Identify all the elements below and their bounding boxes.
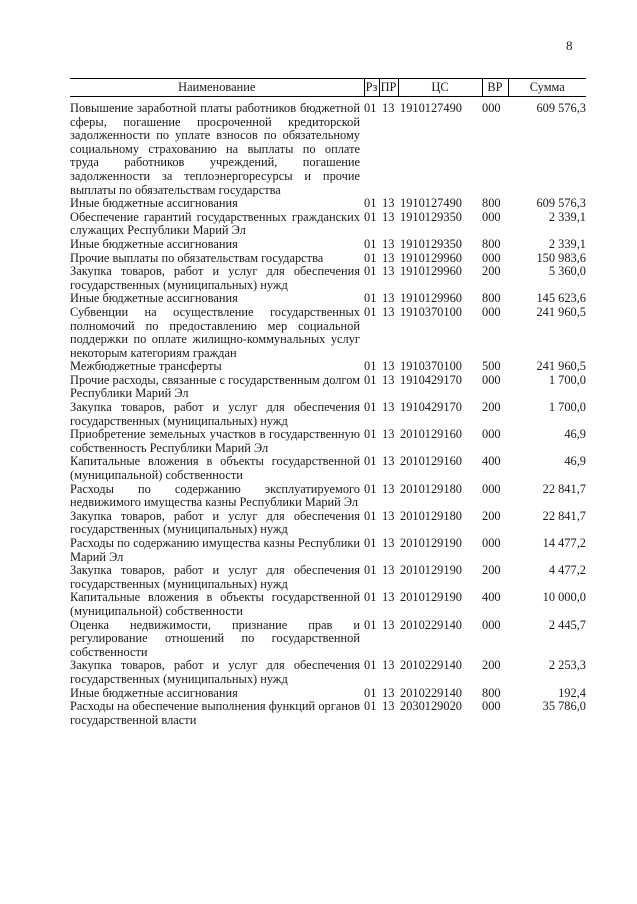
cell-rz: 01 bbox=[364, 264, 377, 279]
cell-pr: 13 bbox=[382, 454, 395, 469]
cell-sum: 35 786,0 bbox=[542, 699, 586, 714]
cell-sum: 22 841,7 bbox=[542, 508, 586, 523]
cell-sum: 2 339,1 bbox=[548, 209, 586, 224]
cell-rz: 01 bbox=[364, 196, 377, 211]
cell-rz: 01 bbox=[364, 372, 377, 387]
cell-pr: 13 bbox=[382, 617, 395, 632]
cell-pr: 13 bbox=[382, 536, 395, 550]
table-row bbox=[70, 374, 586, 401]
cell-rz: 01 bbox=[364, 209, 377, 224]
table-row bbox=[70, 360, 586, 374]
table-row bbox=[70, 619, 586, 660]
table-row bbox=[70, 687, 586, 701]
cell-name: Иные бюджетные ассигнования bbox=[70, 196, 238, 211]
cell-name: Иные бюджетные ассигнования bbox=[70, 685, 238, 700]
cell-sum: 14 477,2 bbox=[542, 536, 586, 550]
cell-pr: 13 bbox=[382, 590, 395, 605]
cell-sum: 46,9 bbox=[564, 454, 586, 469]
cell-sum: 609 576,3 bbox=[536, 196, 586, 211]
cell-vr: 000 bbox=[482, 101, 501, 115]
cell-name: Оценка недвижимости, признание прав и регулирование отношений по государственной собственности bbox=[70, 617, 360, 659]
cell-rz: 01 bbox=[364, 101, 377, 115]
cell-name: Приобретение земельных участков в государственную собственность Республики Марий Эл bbox=[70, 427, 360, 455]
cell-name: Прочие выплаты по обязательствам государства bbox=[70, 250, 324, 265]
table-row bbox=[70, 252, 586, 266]
cell-sum: 1 700,0 bbox=[548, 372, 586, 387]
cell-rz: 01 bbox=[364, 617, 377, 632]
cell-name: Закупка товаров, работ и услуг для обеспечения государственных (муниципальных) нужд bbox=[70, 264, 360, 292]
cell-rz: 01 bbox=[364, 563, 377, 578]
cell-rz: 01 bbox=[364, 508, 377, 523]
cell-vr: 200 bbox=[482, 400, 501, 415]
cell-name: Повышение заработной платы работников бюджетной сферы, погашение просроченной кредиторской задолженности по уплате взносов по обязательному социальному страхованию на выплаты по оплате труда работников учреждений, погашение задолженности за теплоэнергоресурсы и прочие выплаты по обязательствам государства bbox=[70, 101, 360, 197]
cell-vr: 800 bbox=[482, 236, 501, 251]
table-row bbox=[70, 659, 586, 686]
cell-name: Расходы на обеспечение выполнения функций органов государственной власти bbox=[70, 699, 360, 727]
cell-vr: 000 bbox=[482, 617, 501, 632]
cell-pr: 13 bbox=[382, 250, 395, 265]
cell-vr: 800 bbox=[482, 685, 501, 700]
cell-name: Расходы по содержанию имущества казны Республики Марий Эл bbox=[70, 536, 360, 564]
table-row bbox=[70, 483, 586, 510]
cell-pr: 13 bbox=[382, 699, 395, 714]
cell-cs: 1910129960 bbox=[400, 250, 462, 265]
header-pr: ПР bbox=[379, 79, 398, 97]
table-body bbox=[70, 97, 586, 728]
cell-cs: 1910370100 bbox=[400, 304, 462, 319]
table-row bbox=[70, 292, 586, 306]
cell-cs: 2010129160 bbox=[400, 454, 462, 469]
cell-sum: 10 000,0 bbox=[542, 590, 586, 605]
table-row bbox=[70, 537, 586, 564]
cell-sum: 145 623,6 bbox=[536, 291, 586, 306]
cell-pr: 13 bbox=[382, 264, 395, 279]
table-header bbox=[70, 79, 586, 97]
cell-vr: 200 bbox=[482, 264, 501, 279]
header-cs: ЦС bbox=[398, 79, 482, 97]
cell-name: Межбюджетные трансферты bbox=[70, 359, 222, 374]
cell-vr: 200 bbox=[482, 563, 501, 578]
cell-pr: 13 bbox=[382, 101, 395, 115]
cell-cs: 2010129190 bbox=[400, 563, 462, 578]
cell-cs: 2010129190 bbox=[400, 536, 462, 550]
cell-pr: 13 bbox=[382, 563, 395, 578]
cell-pr: 13 bbox=[382, 481, 395, 496]
cell-vr: 000 bbox=[482, 304, 501, 319]
cell-sum: 150 983,6 bbox=[536, 250, 586, 265]
cell-cs: 2030129020 bbox=[400, 699, 462, 714]
cell-vr: 400 bbox=[482, 454, 501, 469]
cell-vr: 400 bbox=[482, 590, 501, 605]
cell-pr: 13 bbox=[382, 304, 395, 319]
cell-rz: 01 bbox=[364, 454, 377, 469]
cell-pr: 13 bbox=[382, 236, 395, 251]
cell-cs: 2010229140 bbox=[400, 685, 462, 700]
cell-sum: 22 841,7 bbox=[542, 481, 586, 496]
cell-name: Иные бюджетные ассигнования bbox=[70, 236, 238, 251]
cell-sum: 241 960,5 bbox=[536, 304, 586, 319]
cell-cs: 2010129180 bbox=[400, 481, 462, 496]
cell-vr: 000 bbox=[482, 250, 501, 265]
cell-cs: 1910129960 bbox=[400, 264, 462, 279]
cell-vr: 000 bbox=[482, 481, 501, 496]
cell-vr: 200 bbox=[482, 658, 501, 673]
cell-pr: 13 bbox=[382, 685, 395, 700]
cell-vr: 800 bbox=[482, 291, 501, 306]
cell-cs: 1910127490 bbox=[400, 101, 462, 115]
table-row bbox=[70, 306, 586, 360]
cell-sum: 2 445,7 bbox=[548, 617, 586, 632]
cell-pr: 13 bbox=[382, 508, 395, 523]
cell-name: Закупка товаров, работ и услуг для обеспечения государственных (муниципальных) нужд bbox=[70, 400, 360, 428]
table-row bbox=[70, 211, 586, 238]
table-row bbox=[70, 197, 586, 211]
cell-sum: 2 339,1 bbox=[548, 236, 586, 251]
cell-cs: 1910429170 bbox=[400, 372, 462, 387]
cell-vr: 000 bbox=[482, 536, 501, 550]
cell-pr: 13 bbox=[382, 291, 395, 306]
cell-pr: 13 bbox=[382, 196, 395, 211]
cell-name: Обеспечение гарантий государственных гражданских служащих Республики Марий Эл bbox=[70, 209, 360, 238]
cell-cs: 1910129960 bbox=[400, 291, 462, 306]
cell-name: Прочие расходы, связанные с государственным долгом Республики Марий Эл bbox=[70, 372, 360, 401]
cell-vr: 000 bbox=[482, 372, 501, 387]
cell-cs: 1910370100 bbox=[400, 359, 462, 374]
header-vr: ВР bbox=[482, 79, 508, 97]
cell-rz: 01 bbox=[364, 481, 377, 496]
cell-rz: 01 bbox=[364, 304, 377, 319]
cell-rz: 01 bbox=[364, 427, 377, 442]
cell-rz: 01 bbox=[364, 536, 377, 550]
cell-vr: 000 bbox=[482, 427, 501, 442]
header-sum: Сумма bbox=[508, 79, 586, 97]
cell-cs: 1910129350 bbox=[400, 209, 462, 224]
cell-name: Иные бюджетные ассигнования bbox=[70, 291, 238, 306]
cell-rz: 01 bbox=[364, 250, 377, 265]
cell-cs: 2010229140 bbox=[400, 617, 462, 632]
cell-name: Капитальные вложения в объекты государственной (муниципальной) собственности bbox=[70, 454, 360, 483]
cell-name: Субвенции на осуществление государственных полномочий по предоставлению мер социальной поддержки по оплате жилищно-коммунальных услуг некоторым категориям граждан bbox=[70, 304, 360, 360]
cell-vr: 000 bbox=[482, 209, 501, 224]
cell-vr: 000 bbox=[482, 699, 501, 714]
cell-cs: 2010129160 bbox=[400, 427, 462, 442]
cell-sum: 241 960,5 bbox=[536, 359, 586, 374]
cell-vr: 500 bbox=[482, 359, 501, 374]
table-row bbox=[70, 265, 586, 292]
cell-name: Расходы по содержанию эксплуатируемого недвижимого имущества казны Республики Марий Эл bbox=[70, 481, 360, 510]
header-rz: Рз bbox=[364, 79, 379, 97]
cell-vr: 800 bbox=[482, 196, 501, 211]
cell-sum: 2 253,3 bbox=[548, 658, 586, 673]
cell-cs: 1910129350 bbox=[400, 236, 462, 251]
cell-rz: 01 bbox=[364, 400, 377, 415]
cell-rz: 01 bbox=[364, 658, 377, 673]
cell-pr: 13 bbox=[382, 372, 395, 387]
cell-vr: 200 bbox=[482, 508, 501, 523]
table-row bbox=[70, 97, 586, 198]
header-name: Наименование bbox=[70, 79, 364, 97]
cell-sum: 609 576,3 bbox=[536, 101, 586, 115]
cell-rz: 01 bbox=[364, 359, 377, 374]
cell-pr: 13 bbox=[382, 658, 395, 673]
cell-name: Капитальные вложения в объекты государственной (муниципальной) собственности bbox=[70, 590, 360, 618]
cell-sum: 5 360,0 bbox=[548, 264, 586, 279]
cell-sum: 4 477,2 bbox=[548, 563, 586, 578]
table-row bbox=[70, 238, 586, 252]
table-row bbox=[70, 591, 586, 618]
cell-pr: 13 bbox=[382, 427, 395, 442]
budget-table bbox=[70, 78, 586, 727]
cell-name: Закупка товаров, работ и услуг для обеспечения государственных (муниципальных) нужд bbox=[70, 563, 360, 591]
cell-cs: 2010129180 bbox=[400, 508, 462, 523]
page-number: 8 bbox=[566, 38, 573, 53]
cell-pr: 13 bbox=[382, 209, 395, 224]
cell-name: Закупка товаров, работ и услуг для обеспечения государственных (муниципальных) нужд bbox=[70, 508, 360, 537]
cell-sum: 46,9 bbox=[564, 427, 586, 442]
table-row bbox=[70, 700, 586, 727]
cell-sum: 1 700,0 bbox=[548, 400, 586, 415]
table-row bbox=[70, 428, 586, 455]
cell-cs: 1910429170 bbox=[400, 400, 462, 415]
cell-sum: 192,4 bbox=[558, 685, 586, 700]
cell-rz: 01 bbox=[364, 590, 377, 605]
cell-rz: 01 bbox=[364, 291, 377, 306]
table-row bbox=[70, 510, 586, 537]
cell-name: Закупка товаров, работ и услуг для обеспечения государственных (муниципальных) нужд bbox=[70, 658, 360, 686]
cell-rz: 01 bbox=[364, 236, 377, 251]
table-row bbox=[70, 564, 586, 591]
cell-cs: 2010229140 bbox=[400, 658, 462, 673]
cell-pr: 13 bbox=[382, 359, 395, 374]
table-row bbox=[70, 455, 586, 482]
cell-cs: 2010129190 bbox=[400, 590, 462, 605]
table-row bbox=[70, 401, 586, 428]
cell-rz: 01 bbox=[364, 685, 377, 700]
cell-cs: 1910127490 bbox=[400, 196, 462, 211]
cell-rz: 01 bbox=[364, 699, 377, 714]
cell-pr: 13 bbox=[382, 400, 395, 415]
